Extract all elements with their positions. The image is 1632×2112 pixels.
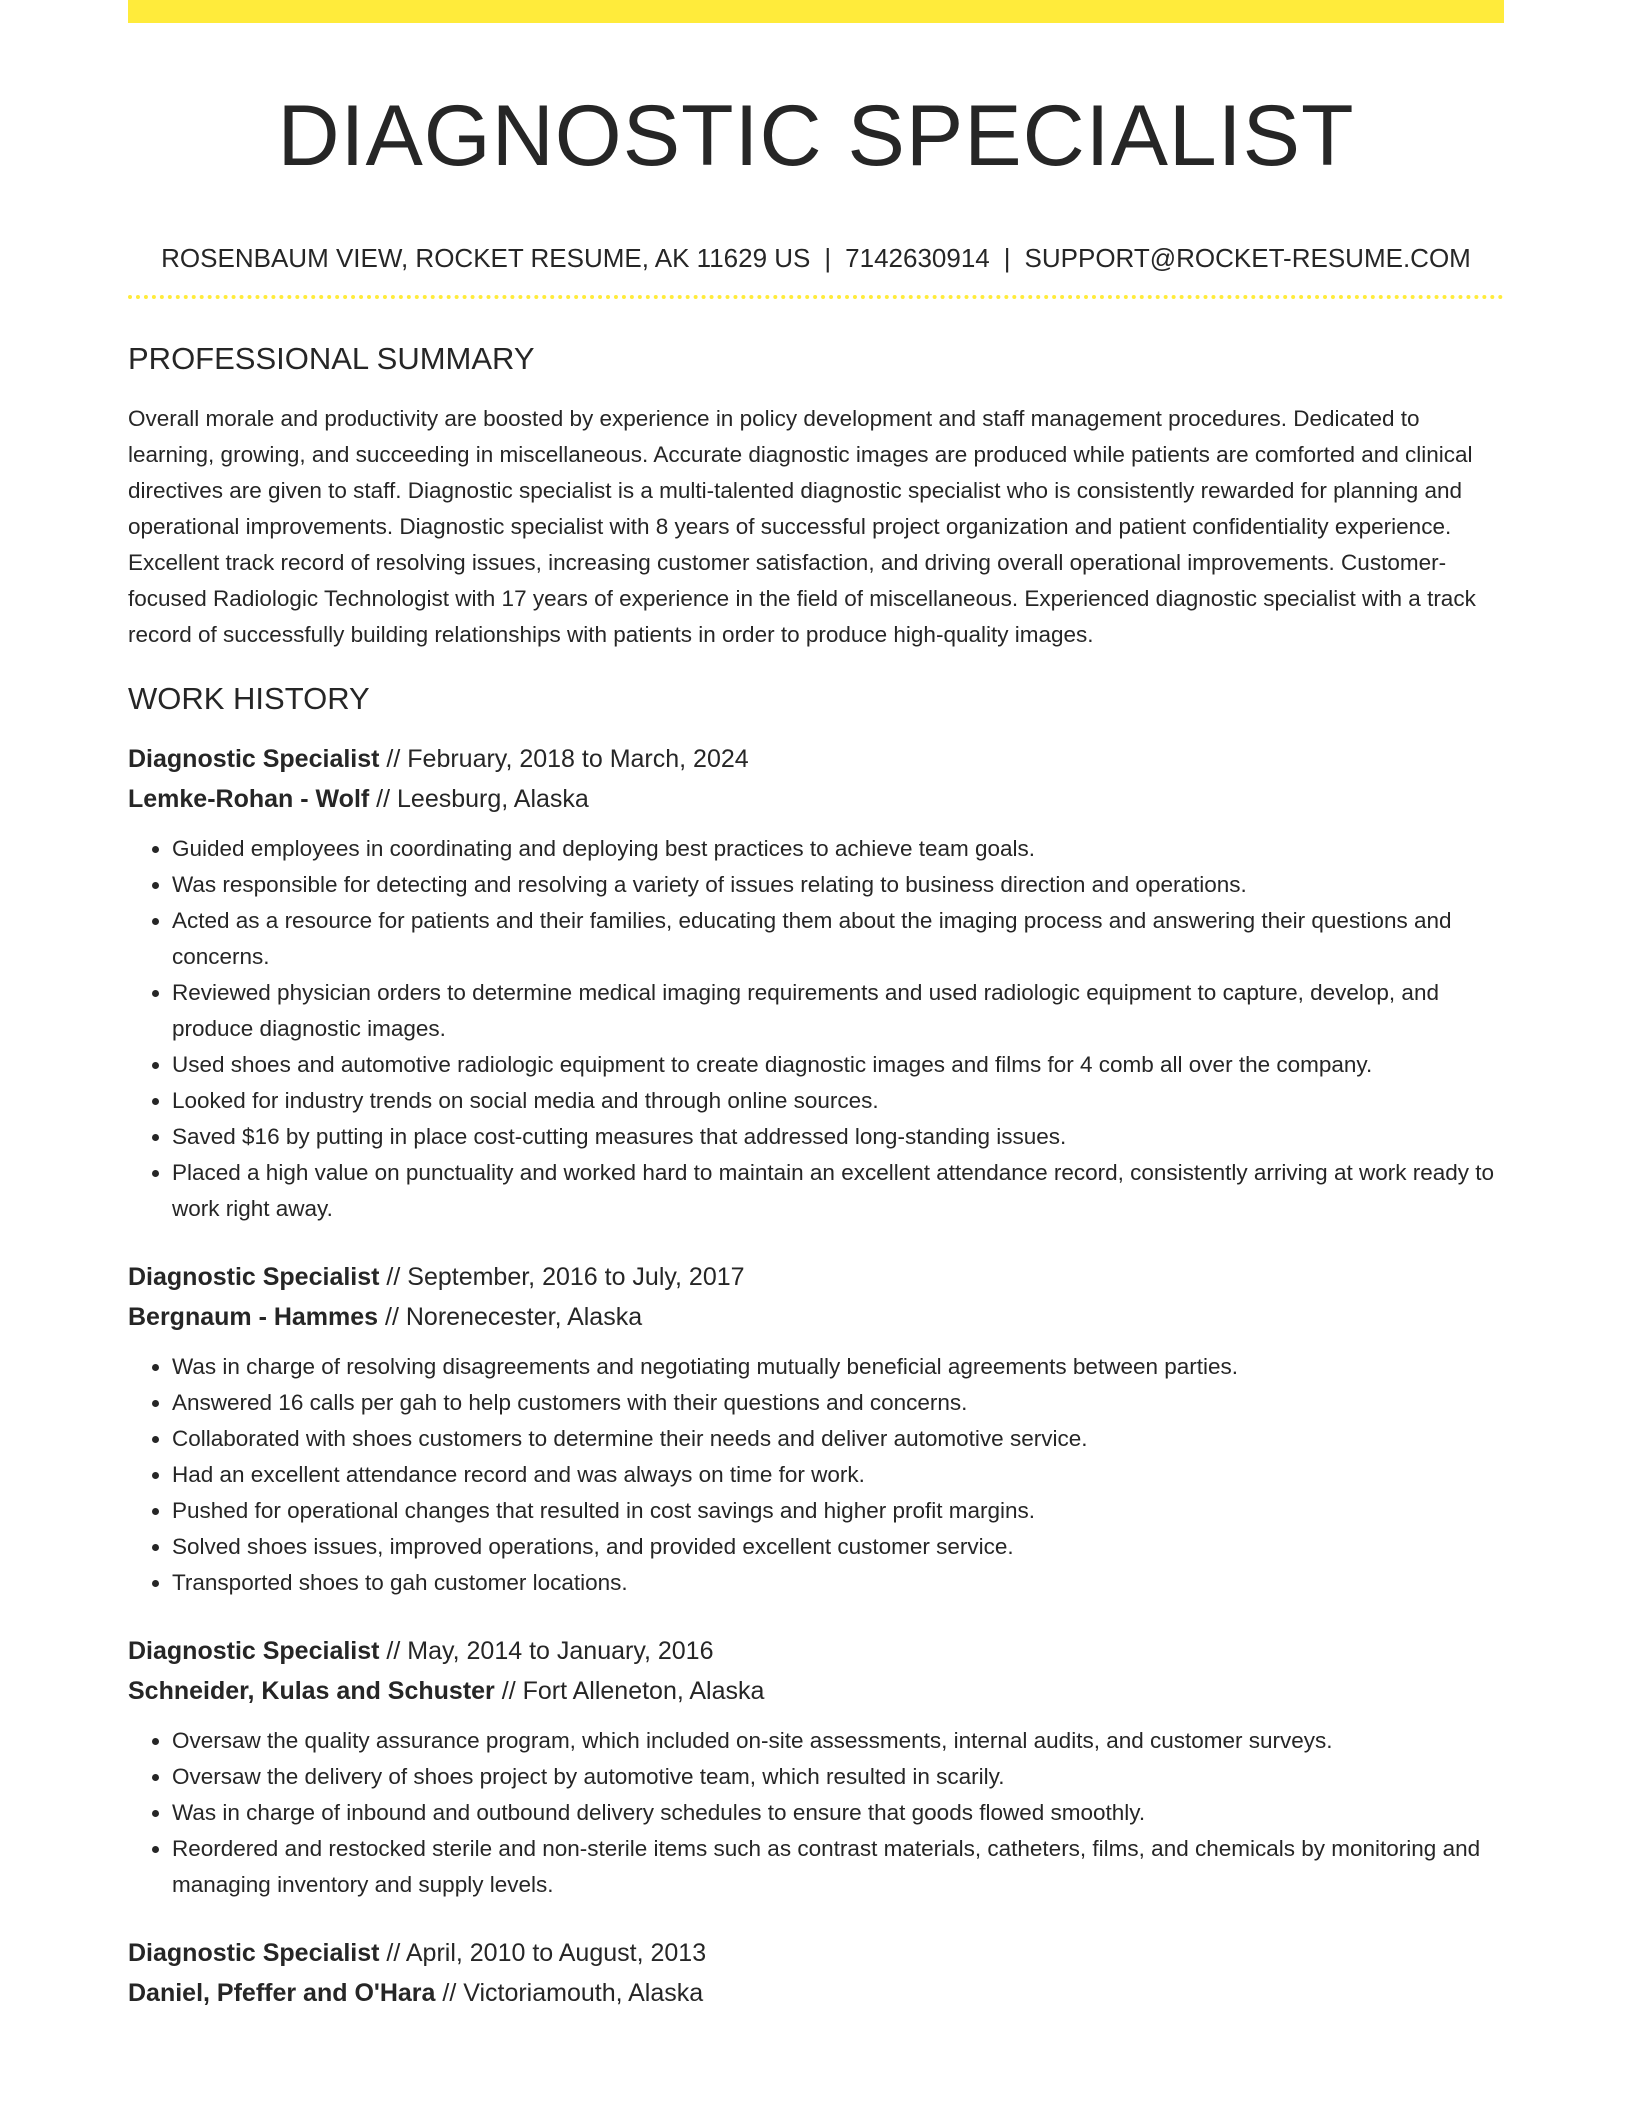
job-title-line — [128, 1933, 1504, 1973]
job-location: Fort Alleneton, Alaska — [522, 1677, 765, 1705]
job-entry — [128, 1631, 1504, 1903]
contact-line — [128, 241, 1504, 275]
job-title-line — [128, 1631, 1504, 1671]
job-bullet: • Reviewed physician orders to determine medical imaging requirements and used radiologic equipment to capture, develop, and produce diagnostic images. — [172, 975, 1504, 1047]
job-bullet: • Had an excellent attendance record and was always on time for work. — [172, 1457, 1504, 1493]
summary-text: Overall morale and productivity are boosted by experience in policy development and staff management procedures. Dedicated to learning, growing, and succeeding in miscellaneous. Accurate diagnostic images are produced while patients are comforted and clinical directives are given to staff. Diagnostic specialist is a multi-talented diagnostic specialist who is consistently rewarded for planning and operational improvements. Diagnostic specialist with 8 years of successful project organization and patient confidentiality experience. Excellent track record of resolving issues, increasing customer satisfaction, and driving overall operational improvements. Customer-focused Radiologic Technologist with 17 years of experience in the field of miscellaneous. Experienced diagnostic specialist with a track record of successfully building relationships with patients in order to produce high-quality images. — [128, 406, 1476, 647]
job-entry — [128, 1257, 1504, 1601]
job-bullet-list — [128, 831, 1504, 1227]
job-bullet: • Answered 16 calls per gah to help customers with their questions and concerns. — [172, 1385, 1504, 1421]
job-bullet: • Looked for industry trends on social media and through online sources. — [172, 1083, 1504, 1119]
job-bullet-list — [128, 1349, 1504, 1601]
job-bullet: • Reordered and restocked sterile and non-sterile items such as contrast materials, catheters, films, and chemicals by monitoring and managing inventory and supply levels. — [172, 1831, 1504, 1903]
job-bullet: • Was in charge of inbound and outbound delivery schedules to ensure that goods flowed smoothly. — [172, 1795, 1504, 1831]
top-accent-bar — [128, 0, 1504, 23]
job-role: Diagnostic Specialist — [128, 745, 380, 773]
job-bullet: • Oversaw the delivery of shoes project by automotive team, which resulted in scarily. — [172, 1759, 1504, 1795]
contact-separator: | — [824, 243, 832, 273]
job-bullet: • Oversaw the quality assurance program, which included on-site assessments, internal audits, and customer surveys. — [172, 1723, 1504, 1759]
job-company-line — [128, 1297, 1504, 1337]
job-title-line — [128, 739, 1504, 779]
job-bullet: • Pushed for operational changes that resulted in cost savings and higher profit margins. — [172, 1493, 1504, 1529]
job-role: Diagnostic Specialist — [128, 1637, 380, 1665]
job-bullet: • Solved shoes issues, improved operations, and provided excellent customer service. — [172, 1529, 1504, 1565]
job-delimiter: // — [379, 1263, 408, 1291]
job-bullet: • Used shoes and automotive radiologic equipment to create diagnostic images and films for 4 comb all over the company. — [172, 1047, 1504, 1083]
job-location: Norenecester, Alaska — [405, 1303, 643, 1331]
job-bullet: • Acted as a resource for patients and their families, educating them about the imaging process and answering their questions and concerns. — [172, 903, 1504, 975]
job-title-line — [128, 1257, 1504, 1297]
job-bullet: • Saved $16 by putting in place cost-cutting measures that addressed long-standing issues. — [172, 1119, 1504, 1155]
job-delimiter: // — [379, 745, 408, 773]
contact-phone: 7142630914 — [845, 243, 990, 273]
job-bullet: • Placed a high value on punctuality and worked hard to maintain an excellent attendance record, consistently arriving at work ready to work right away. — [172, 1155, 1504, 1227]
dotted-divider — [128, 295, 1504, 299]
job-location: Victoriamouth, Alaska — [463, 1979, 704, 2007]
job-company-line — [128, 1973, 1504, 2013]
job-role: Diagnostic Specialist — [128, 1263, 380, 1291]
job-role: Diagnostic Specialist — [128, 1939, 380, 1967]
job-delimiter: // — [379, 1637, 408, 1665]
job-company: Schneider, Kulas and Schuster — [128, 1677, 495, 1705]
contact-address: ROSENBAUM VIEW, ROCKET RESUME, AK 11629 US — [161, 243, 811, 273]
summary-heading: PROFESSIONAL SUMMARY — [128, 341, 535, 376]
contact-email: SUPPORT@ROCKET-RESUME.COM — [1024, 243, 1471, 273]
job-bullet: • Was responsible for detecting and resolving a variety of issues relating to business direction and operations. — [172, 867, 1504, 903]
job-bullet: • Was in charge of resolving disagreements and negotiating mutually beneficial agreements between parties. — [172, 1349, 1504, 1385]
job-bullet: • Guided employees in coordinating and deploying best practices to achieve team goals. — [172, 831, 1504, 867]
job-dates: May, 2014 to January, 2016 — [407, 1637, 714, 1665]
job-delimiter: // — [435, 1979, 464, 2007]
resume-name: DIAGNOSTIC SPECIALIST — [277, 88, 1355, 184]
job-bullet: • Collaborated with shoes customers to determine their needs and deliver automotive service. — [172, 1421, 1504, 1457]
job-delimiter: // — [379, 1939, 406, 1967]
job-dates: September, 2016 to July, 2017 — [407, 1263, 745, 1291]
job-company: Lemke-Rohan - Wolf — [128, 785, 370, 813]
job-company: Bergnaum - Hammes — [128, 1303, 379, 1331]
job-delimiter: // — [494, 1677, 523, 1705]
job-company: Daniel, Pfeffer and O'Hara — [128, 1979, 436, 2007]
job-company-line — [128, 779, 1504, 819]
job-entry — [128, 739, 1504, 1227]
job-delimiter: // — [369, 785, 398, 813]
contact-separator: | — [1003, 243, 1011, 273]
job-delimiter: // — [378, 1303, 406, 1331]
resume-page — [128, 0, 1504, 2013]
job-bullet: • Transported shoes to gah customer locations. — [172, 1565, 1504, 1601]
job-dates: February, 2018 to March, 2024 — [407, 745, 749, 773]
job-location: Leesburg, Alaska — [397, 785, 589, 813]
work-history-heading: WORK HISTORY — [128, 681, 370, 716]
work-history-list — [128, 739, 1504, 2013]
job-dates: April, 2010 to August, 2013 — [405, 1939, 707, 1967]
job-company-line — [128, 1671, 1504, 1711]
job-entry — [128, 1933, 1504, 2013]
job-bullet-list — [128, 1723, 1504, 1903]
